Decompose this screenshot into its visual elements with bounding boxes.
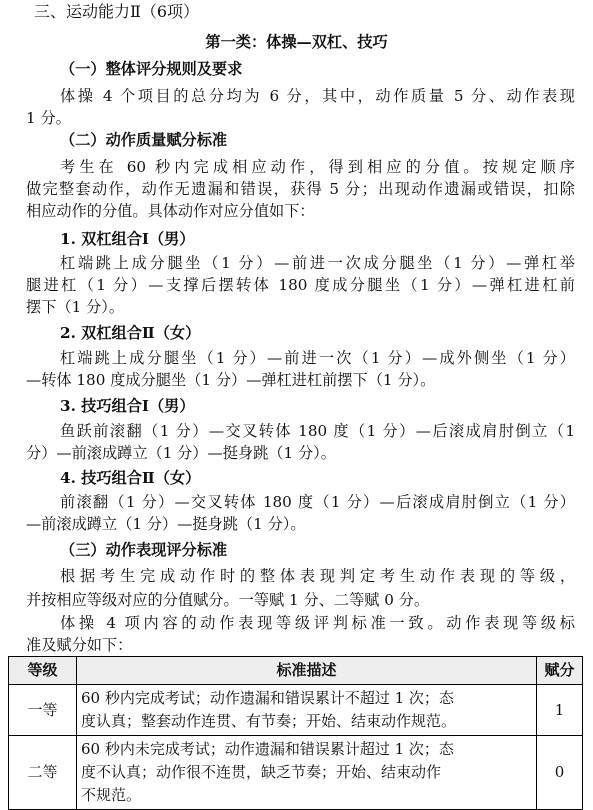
quality-intro-line: 相应动作的分值。具体动作对应分值如下： <box>26 202 315 220</box>
item-2-line: —转体 180 度成分腿坐（1 分）—弹杠进杠前摆下（1 分）。 <box>26 371 436 389</box>
quality-intro-line: 考生在 60 秒内完成相应动作，得到相应的分值。按规定顺序 <box>60 158 575 176</box>
grade-score: 1 <box>537 685 583 736</box>
rules-line: 1 分。 <box>26 109 71 127</box>
grade-level: 二等 <box>9 736 77 810</box>
grade-description-line: 度不认真；动作很不连贯，缺乏节奏；开始、结束动作 <box>81 763 442 781</box>
grade-description-line: 度认真；整套动作连贯、有节奏；开始、结束动作规范。 <box>81 712 457 730</box>
item-1-line: 腿进杠（1 分）—支撑后摆转体 180 度成分腿坐（1 分）—弹杠进杠前 <box>26 276 575 294</box>
table-header-row <box>9 657 583 685</box>
category-title: 第一类：体操—双杠、技巧 <box>205 33 388 51</box>
item-3-line: 鱼跃前滚翻（1 分）—交叉转体 180 度（1 分）—后滚成肩肘倒立（1 <box>60 422 575 440</box>
grade-description-line: 不规范。 <box>81 786 142 804</box>
table-row <box>9 736 583 810</box>
grade-description-line: 60 秒内未完成考试；动作遗漏和错误累计超过 1 次；态 <box>81 740 454 758</box>
item-4-line: 前滚翻（1 分）—交叉转体 180 度（1 分）—后滚成肩肘倒立（1 分） <box>60 493 575 511</box>
item-2-title: 2. 双杠组合Ⅱ（女） <box>60 324 201 342</box>
item-1-line: 摆下（1 分）。 <box>26 298 125 316</box>
quality-heading: （二）动作质量赋分标准 <box>60 131 228 149</box>
table-header-level: 等级 <box>9 657 77 685</box>
item-3-title: 3. 技巧组合Ⅰ（男） <box>60 397 195 415</box>
performance-heading: （三）动作表现评分标准 <box>60 541 228 559</box>
item-2-line: 杠端跳上成分腿坐（1 分）—前进一次（1 分）—成外侧坐（1 分） <box>60 349 575 367</box>
rules-heading: （一）整体评分规则及要求 <box>60 60 243 78</box>
table-header-description: 标准描述 <box>77 657 537 685</box>
grade-description <box>77 685 537 736</box>
item-4-title: 4. 技巧组合Ⅱ（女） <box>60 469 201 487</box>
grade-description <box>77 736 537 810</box>
item-1-line: 杠端跳上成分腿坐（1 分）—前进一次成分腿坐（1 分）—弹杠举 <box>60 254 575 272</box>
section-title: 三、运动能力Ⅱ（6项） <box>34 2 200 21</box>
grade-description-line: 60 秒内完成考试；动作遗漏和错误累计不超过 1 次；态 <box>81 689 454 707</box>
item-4-line: —前滚成蹲立（1 分）—挺身跳（1 分）。 <box>26 515 306 533</box>
performance-line: 根据考生完成动作时的整体表现判定考生动作表现的等级， <box>60 567 575 585</box>
performance-line: 并按相应等级对应的分值赋分。一等赋 1 分、二等赋 0 分。 <box>26 591 430 609</box>
item-3-line: 分）—前滚成蹲立（1 分）—挺身跳（1 分）。 <box>26 444 336 462</box>
performance-line: 体操 4 项内容的动作表现等级评判标准一致。动作表现等级标 <box>60 614 575 632</box>
performance-line: 准及赋分如下： <box>26 636 133 654</box>
grading-table <box>8 656 583 810</box>
quality-intro-line: 做完整套动作，动作无遗漏和错误，获得 5 分；出现动作遗漏或错误，扣除 <box>26 180 575 198</box>
table-header-score: 赋分 <box>537 657 583 685</box>
grade-score: 0 <box>537 736 583 810</box>
rules-line: 体操 4 个项目的总分均为 6 分，其中，动作质量 5 分、动作表现 <box>60 87 575 105</box>
item-1-title: 1. 双杠组合Ⅰ（男） <box>60 230 195 248</box>
grade-level: 一等 <box>9 685 77 736</box>
table-row <box>9 685 583 736</box>
